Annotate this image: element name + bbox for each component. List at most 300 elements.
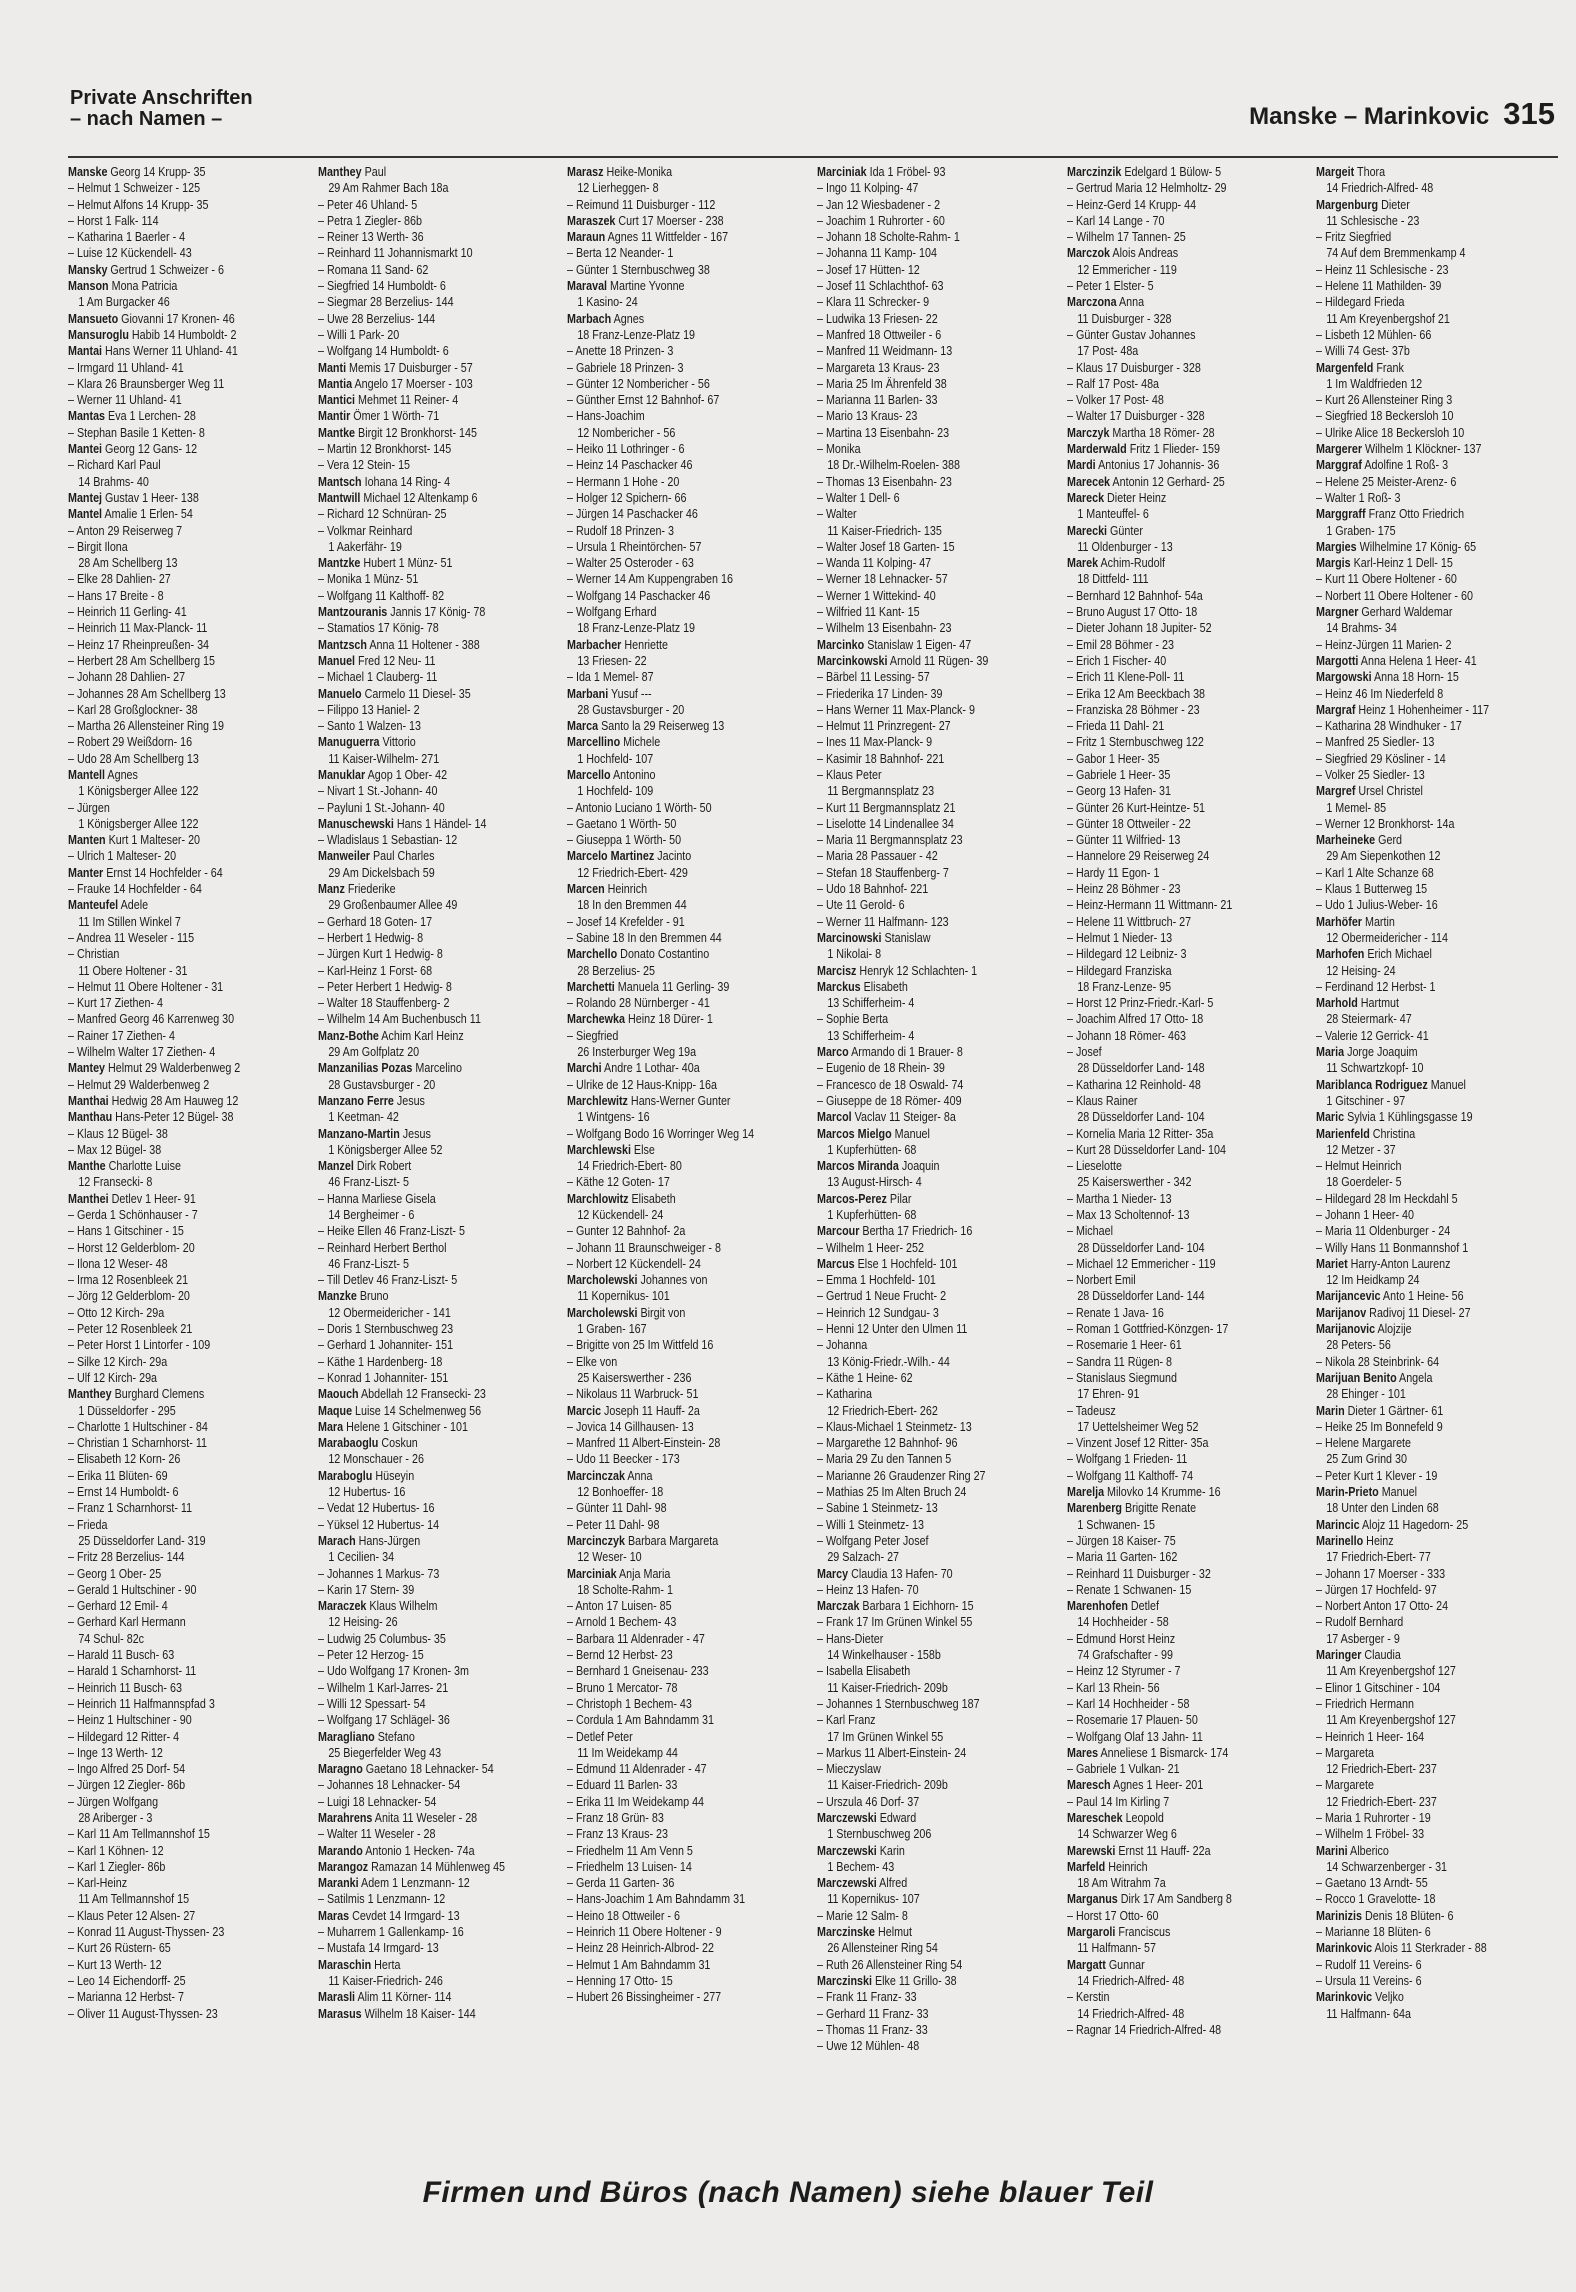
directory-entry [817,767,1060,783]
entry-details: – Ernst 14 Humboldt- 6 [68,1485,179,1500]
entry-details: – Michael [1066,1224,1113,1239]
directory-entry [318,1109,562,1125]
entry-details: Milovko 14 Krumme- 16 [1103,1485,1221,1500]
directory-entry [318,1924,561,1940]
directory-entry [318,1680,561,1696]
entry-details: – Vedat 12 Hubertus- 16 [317,1501,435,1516]
entry-details: Heike-Monika [603,165,673,179]
entry-details: – Monika 1 Münz- 51 [317,572,419,587]
directory-entry [318,1370,561,1386]
directory-entry [567,1924,810,1940]
entry-details: – Muharrem 1 Gallenkamp- 16 [317,1925,464,1940]
entry-surname: Margenburg [1316,197,1379,212]
directory-entry [1067,392,1310,408]
entry-details: – Heike 25 Im Bonnefeld 9 [1316,1419,1444,1434]
directory-entry [817,1060,1060,1076]
directory-entry [1067,555,1310,571]
directory-entry [68,392,311,408]
directory-entry [567,360,810,376]
entry-details: – Filippo 13 Haniel- 2 [317,702,420,717]
directory-entry [817,425,1060,441]
entry-details: – Vera 12 Stein- 15 [317,458,410,473]
entry-details: – Ruth 26 Allensteiner Ring 54 [817,1957,963,1972]
entry-details: Pilar [886,1191,912,1206]
entry-details: – Karl Franz [817,1713,876,1728]
entry-details: – Helene 25 Meister-Arenz- 6 [1316,474,1457,489]
entry-details: Frank [1373,360,1405,375]
entry-details: – Günter 18 Ottweiler - 22 [1066,816,1191,831]
directory-entry [68,1077,311,1093]
directory-entry [1316,1288,1559,1304]
directory-entry [1316,1077,1559,1093]
entry-surname: Manzke [317,1289,357,1304]
entry-surname: Margies [1316,539,1357,554]
entry-details: 18 Dr.-Wilhelm-Roelen- 388 [827,458,960,473]
directory-entry [1316,1826,1559,1842]
directory-entry [1067,1142,1310,1158]
entry-details: – Rudolf Bernhard [1316,1615,1404,1630]
entry-details: Klaus Wilhelm [366,1599,438,1614]
directory-entry [318,702,561,718]
entry-details: Johannes von [637,1273,708,1288]
directory-entry [68,1451,311,1467]
directory-entry [817,734,1060,750]
directory-entry [318,914,561,930]
entry-surname: Marek [1066,556,1098,571]
entry-details: – Günther Ernst 12 Bahnhof- 67 [567,393,720,408]
directory-entry [1067,1517,1311,1533]
directory-entry [1067,1810,1310,1826]
entry-details: – Manfred 25 Siedler- 13 [1316,735,1435,750]
directory-entry [1316,1451,1560,1467]
entry-details: – Norbert 12 Kückendell- 24 [567,1256,702,1271]
entry-surname: Marinkovic [1316,1990,1373,2005]
entry-details: – Hardy 11 Egon- 1 [1066,865,1160,880]
entry-details: 11 Am Tellmannshof 15 [78,1892,190,1907]
directory-entry [68,1826,311,1842]
entry-details: 46 Franz-Liszt- 5 [327,1175,409,1190]
entry-details: 25 Biegerfelder Weg 43 [327,1745,441,1760]
entry-details: Birgit von [637,1305,686,1320]
entry-details: Kurt 1 Malteser- 20 [105,833,201,848]
directory-entry [1316,245,1560,261]
entry-details: 12 Emmericher - 119 [1076,262,1177,277]
directory-entry [1316,1729,1559,1745]
entry-details: Martine Yvonne [607,279,685,294]
entry-details: – Renate 1 Schwanen- 15 [1066,1582,1191,1597]
entry-surname: Maraval [567,279,608,294]
entry-surname: Mariblanca Rodriguez [1316,1077,1429,1092]
directory-entry [817,1614,1060,1630]
entry-details: – Gabriele 1 Heer- 35 [1066,767,1171,782]
directory-entry [68,1370,311,1386]
directory-entry [567,979,810,995]
entry-details: – Lieselotte [1066,1159,1122,1174]
directory-entry [318,408,561,424]
entry-surname: Marenberg [1066,1501,1122,1516]
directory-entry [567,995,810,1011]
entry-details: – Reiner 13 Werth- 36 [317,230,424,245]
entry-details: – Kurt 26 Rüstern- 65 [68,1941,171,1956]
entry-details: – Frieda 11 Dahl- 21 [1066,719,1164,734]
entry-surname: Marfeld [1066,1859,1105,1874]
directory-entry [1067,2006,1311,2022]
entry-details: – Fritz Siegfried [1316,230,1392,245]
directory-entry [567,1093,810,1109]
entry-details: 28 Ariberger - 3 [78,1810,153,1825]
directory-entry [1067,1354,1310,1370]
entry-details: – Emma 1 Hochfeld- 101 [817,1273,936,1288]
entry-details: – Helmut 11 Prinzregent- 27 [817,719,951,734]
directory-entry [1067,1044,1310,1060]
directory-entry [68,734,311,750]
entry-details: 13 August-Hirsch- 4 [827,1175,922,1190]
directory-entry [68,1305,311,1321]
entry-details: – Christoph 1 Bechem- 43 [567,1696,693,1711]
directory-entry [318,816,561,832]
entry-details: 12 Nombericher - 56 [577,425,676,440]
directory-entry [318,1957,561,1973]
entry-details: – Heinrich 12 Sundgau- 3 [817,1305,939,1320]
entry-surname: Marco [817,1045,849,1060]
entry-details: Gustav 1 Heer- 138 [102,490,199,505]
directory-entry [567,457,810,473]
directory-entry [1316,327,1559,343]
directory-entry [567,1451,810,1467]
directory-entry [1067,604,1310,620]
directory-entry [1067,620,1310,636]
entry-surname: Maraszek [567,213,616,228]
directory-entry [318,1712,561,1728]
directory-entry [318,1191,561,1207]
header-right [1249,96,1555,132]
directory-entry [318,686,561,702]
entry-details: – Gerhard Karl Hermann [68,1615,186,1630]
entry-details: – Wilfried 11 Kant- 15 [817,605,920,620]
entry-details: – Antonio Luciano 1 Wörth- 50 [567,800,712,815]
directory-entry [567,1142,810,1158]
entry-details: – Hermann 1 Hohe - 20 [567,474,680,489]
entry-surname: Marggraf [1316,458,1363,473]
entry-details: – Hans Werner 11 Max-Planck- 9 [817,702,975,717]
entry-details: – Nivart 1 St.-Johann- 40 [317,784,438,799]
entry-details: Mehmet 11 Reiner- 4 [354,393,458,408]
entry-surname: Marenhofen [1066,1599,1128,1614]
directory-entry [567,1403,810,1419]
directory-entry [817,1272,1060,1288]
directory-entry [817,979,1060,995]
directory-entry [817,832,1060,848]
directory-entry [318,1419,561,1435]
entry-surname: Mantas [68,409,106,424]
directory-entry [1067,930,1310,946]
entry-details: – Gabor 1 Heer- 35 [1066,751,1160,766]
entry-details: 18 In den Bremmen 44 [577,898,688,913]
directory-entry [68,457,311,473]
directory-entry [318,523,561,539]
entry-surname: Marhold [1316,996,1359,1011]
entry-details: – Stamatios 17 König- 78 [317,621,439,636]
directory-entry [567,1370,811,1386]
directory-entry [68,1403,312,1419]
entry-details: – Jovica 14 Gillhausen- 13 [567,1419,695,1434]
directory-entry [1316,213,1560,229]
entry-details: – Birgit Ilona [68,539,128,554]
entry-surname: Manzano-Martin [317,1126,400,1141]
directory-entry [567,1256,810,1272]
directory-entry [817,1745,1060,1761]
directory-entry [567,1011,810,1027]
entry-details: 28 Düsseldorfer Land- 104 [1076,1110,1205,1125]
entry-details: – Heiko 11 Lothringer - 6 [567,442,685,457]
entry-details: Elisabeth [860,979,908,994]
entry-details: 11 Halfmann- 57 [1076,1941,1156,1956]
directory-entry [68,571,311,587]
directory-entry [1067,1712,1310,1728]
entry-details: – Johann 11 Braunschweiger - 8 [567,1240,722,1255]
directory-entry [567,197,810,213]
entry-surname: Mantia [317,376,352,391]
entry-details: Anto 1 Heine- 56 [1380,1289,1464,1304]
entry-details: – Thomas 13 Eisenbahn- 23 [817,474,952,489]
entry-details: Radivoj 11 Diesel- 27 [1366,1305,1471,1320]
directory-entry [68,343,311,359]
directory-entry [567,1957,810,1973]
directory-entry [1316,1272,1560,1288]
directory-entry [68,1126,311,1142]
entry-details: – Heike Ellen 46 Franz-Liszt- 5 [317,1224,465,1239]
entry-details: 12 Metzer - 37 [1326,1142,1396,1157]
directory-entry [1067,1126,1310,1142]
entry-details: Franciscus [1115,1925,1171,1940]
entry-details: Martin [1362,914,1396,929]
directory-entry [567,1207,811,1223]
directory-entry [68,474,312,490]
entry-details: – Nikolaus 11 Warbruck- 51 [567,1387,699,1402]
directory-entry [1067,229,1310,245]
entry-details: – Maria 28 Passauer - 42 [817,849,938,864]
entry-surname: Margraf [1316,702,1356,717]
entry-surname: Marczewski [817,1843,877,1858]
directory-entry [1316,1305,1559,1321]
directory-entry [817,213,1060,229]
directory-column [318,164,562,2146]
directory-entry [1316,1337,1560,1353]
directory-entry [1067,294,1310,310]
entry-details: – Johann 17 Moerser - 333 [1316,1566,1446,1581]
entry-details: 18 Franz-Lenze-Platz 19 [577,621,696,636]
directory-entry [1067,1337,1310,1353]
entry-surname: Mantell [68,767,106,782]
entry-surname: Maraschin [317,1957,371,1972]
entry-details: – Käthe 12 Goten- 17 [567,1175,671,1190]
directory-entry [817,1370,1060,1386]
entry-details: 18 Scholte-Rahm- 1 [577,1582,674,1597]
directory-entry [817,1908,1060,1924]
directory-entry [1067,213,1310,229]
entry-details: – Heinz 17 Rheinpreußen- 34 [68,637,210,652]
entry-surname: Marchello [567,947,618,962]
directory-entry [318,1240,561,1256]
entry-surname: Manuelo [317,686,362,701]
entry-details: 29 Am Siepenkothen 12 [1326,849,1441,864]
entry-surname: Marckus [817,979,861,994]
entry-details: – Heinz 12 Styrumer - 7 [1066,1664,1181,1679]
entry-details: – Mario 13 Kraus- 23 [817,409,918,424]
entry-details: Alojz 11 Hagedorn- 25 [1359,1517,1469,1532]
entry-details: – Herbert 1 Hedwig- 8 [317,930,423,945]
directory-entry [68,164,311,180]
directory-entry [567,1191,810,1207]
directory-entry [68,963,312,979]
directory-entry [567,1729,810,1745]
entry-details: 12 Hubertus- 16 [327,1485,406,1500]
entry-details: Armando di 1 Brauer- 8 [848,1045,963,1060]
directory-entry [318,881,561,897]
directory-entry [817,963,1060,979]
directory-entry [68,539,311,555]
directory-entry [1067,1745,1310,1761]
directory-entry [1316,1761,1560,1777]
entry-surname: Manweiler [317,849,370,864]
entry-details: – Gertrud Maria 12 Helmholtz- 29 [1066,181,1227,196]
entry-details: – Santo 1 Walzen- 13 [317,719,421,734]
entry-details: – Ida 1 Memel- 87 [567,670,654,685]
directory-entry [318,897,562,913]
entry-details: – Peter Herbert 1 Hedwig- 8 [317,979,452,994]
entry-details: 1 Gitschiner - 97 [1326,1093,1406,1108]
directory-entry [1067,1435,1310,1451]
directory-entry [68,278,311,294]
directory-entry [318,1875,561,1891]
directory-entry [68,702,311,718]
entry-details: Vittorio [379,735,416,750]
directory-entry [68,1582,311,1598]
directory-entry [1067,914,1310,930]
entry-details: – Rolando 28 Nürnberger - 41 [567,996,711,1011]
directory-entry [567,1517,810,1533]
directory-entry [1316,197,1559,213]
entry-surname: Margenfeld [1316,360,1374,375]
entry-details: 28 Am Schellberg 13 [78,556,178,571]
directory-entry [68,897,311,913]
directory-entry [68,946,311,962]
entry-details: Heinz 18 Dürer- 1 [625,1012,714,1027]
entry-surname: Marasli [317,1990,355,2005]
directory-entry [567,1288,811,1304]
directory-column [567,164,811,2146]
entry-details: – Till Detlev 46 Franz-Liszt- 5 [317,1273,457,1288]
directory-entry [68,1142,311,1158]
directory-entry [567,1223,810,1239]
entry-details: Cevdet 14 Irmgard- 13 [348,1908,460,1923]
entry-details: – Marianne 18 Blüten- 6 [1316,1925,1432,1940]
directory-entry [318,1517,561,1533]
entry-details: – Werner 11 Halfmann- 123 [817,914,949,929]
entry-details: Jorge Joaquim [1344,1045,1418,1060]
directory-entry [1067,457,1310,473]
entry-details: Helene 1 Gitschiner - 101 [342,1419,468,1434]
entry-details: Claudia [1361,1648,1402,1663]
entry-details: 28 Düsseldorfer Land- 104 [1076,1240,1205,1255]
entry-details: 1 Aakerfähr- 19 [327,539,402,554]
entry-details: 1 Graben- 167 [577,1322,647,1337]
directory-entry [1316,653,1559,669]
entry-details: 28 Berzelius- 25 [577,963,656,978]
entry-details: 1 Königsberger Allee 122 [78,784,199,799]
entry-details: – Sandra 11 Rügen- 8 [1066,1354,1172,1369]
entry-details: Edelgard 1 Bülow- 5 [1121,165,1221,179]
entry-details: 12 Monschauer - 26 [327,1452,424,1467]
directory-entry [567,767,810,783]
entry-details: 1 Wintgens- 16 [577,1110,650,1125]
directory-entry [1316,441,1559,457]
directory-entry [817,1354,1061,1370]
directory-entry [1316,490,1559,506]
directory-entry [1067,425,1310,441]
entry-details: 29 Am Dickelsbach 59 [327,865,435,880]
directory-entry [318,1533,561,1549]
directory-entry [817,441,1060,457]
entry-details: – Günter 1 Sternbuschweg 38 [567,262,711,277]
directory-entry [318,1077,562,1093]
entry-details: – Ursula 11 Vereins- 6 [1316,1973,1422,1988]
directory-entry [817,506,1060,522]
directory-entry [567,408,810,424]
directory-entry [1067,408,1310,424]
entry-surname: Mantai [68,344,103,359]
entry-surname: Marczak [817,1599,860,1614]
directory-entry [567,800,810,816]
entry-details: 14 Bergheimer - 6 [327,1208,415,1222]
entry-details: – Norbert Emil [1066,1273,1136,1288]
entry-details: – Kurt 13 Werth- 12 [68,1957,162,1972]
directory-entry [1067,1174,1311,1190]
directory-entry [68,1663,311,1679]
header-left [70,88,253,130]
entry-surname: Manthei [68,1191,109,1206]
directory-entry [567,751,811,767]
directory-entry [817,897,1060,913]
directory-entry [567,1060,810,1076]
directory-entry [817,1321,1060,1337]
directory-entry [1316,1435,1559,1451]
directory-entry [68,1288,311,1304]
entry-surname: Mareschek [1066,1810,1123,1825]
entry-details: – Robert 29 Weißdorn- 16 [68,735,193,750]
entry-details: – Oliver 11 August-Thyssen- 23 [68,2006,218,2021]
entry-details: – Rudolf 18 Prinzen- 3 [567,523,675,538]
entry-details: – Klaus 1 Butterweg 15 [1316,882,1428,897]
directory-entry [318,1451,562,1467]
entry-surname: Marczok [1066,246,1110,261]
entry-details: – Bernhard 12 Bahnhof- 54a [1066,588,1203,603]
directory-entry [1067,2022,1310,2038]
directory-entry [817,783,1061,799]
entry-details: Detlev 1 Heer- 91 [108,1191,196,1206]
directory-entry [1316,571,1559,587]
entry-details: 14 Friedrich-Ebert- 80 [577,1159,683,1174]
directory-entry [817,1533,1060,1549]
directory-entry [1316,718,1559,734]
directory-entry [68,408,311,424]
entry-details: 11 Kopernikus- 101 [577,1289,671,1304]
entry-details: – Jürgen Kurt 1 Hedwig- 8 [317,947,443,962]
entry-details: – Klaus Rainer [1066,1093,1138,1108]
directory-entry [68,669,311,685]
directory-entry [318,457,561,473]
directory-entry [1067,1614,1311,1630]
